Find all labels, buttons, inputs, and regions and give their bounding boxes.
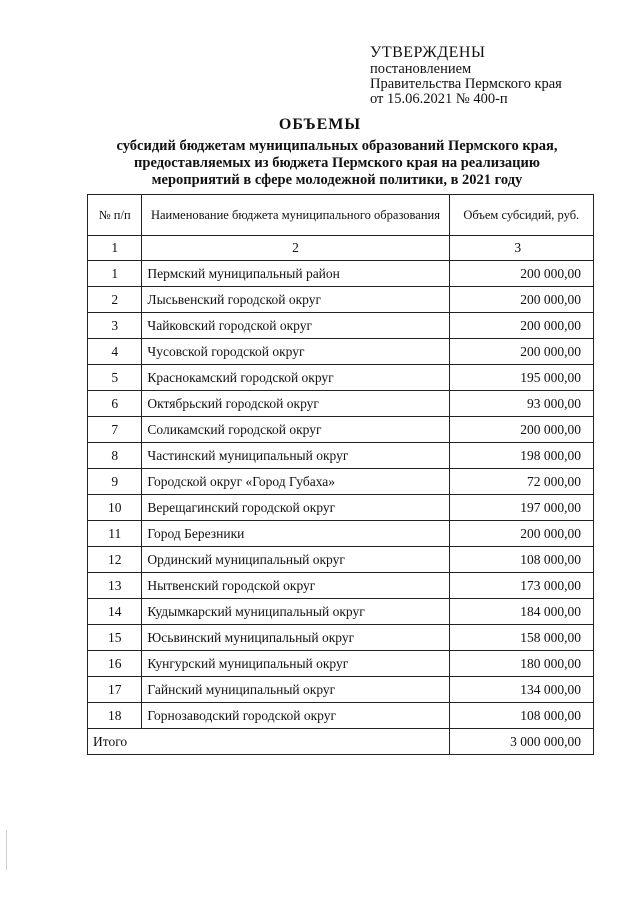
row-value: 158 000,00 xyxy=(449,625,593,651)
row-value: 93 000,00 xyxy=(449,391,593,417)
table-header-row xyxy=(88,195,594,236)
table-row xyxy=(88,573,594,599)
row-name: Ординский муниципальный округ xyxy=(142,547,449,573)
subtitle-line-2: предоставляемых из бюджета Пермского края на реализацию xyxy=(134,155,540,171)
total-value: 3 000 000,00 xyxy=(449,729,593,755)
row-value: 200 000,00 xyxy=(449,521,593,547)
row-number: 3 xyxy=(88,313,142,339)
row-name: Город Березники xyxy=(142,521,449,547)
row-name: Гайнский муниципальный округ xyxy=(142,677,449,703)
row-name: Чусовской городской округ xyxy=(142,339,449,365)
row-value: 200 000,00 xyxy=(449,417,593,443)
table-row xyxy=(88,417,594,443)
row-number: 13 xyxy=(88,573,142,599)
table-row xyxy=(88,469,594,495)
header-num: № п/п xyxy=(88,195,142,236)
row-number: 8 xyxy=(88,443,142,469)
row-name: Верещагинский городской округ xyxy=(142,495,449,521)
row-value: 134 000,00 xyxy=(449,677,593,703)
total-label: Итого xyxy=(88,729,450,755)
scan-edge-mark xyxy=(6,830,7,870)
row-number: 7 xyxy=(88,417,142,443)
row-name: Кунгурский муниципальный округ xyxy=(142,651,449,677)
table-row xyxy=(88,677,594,703)
subsidy-table xyxy=(87,194,594,755)
header-value: Объем субсидий, руб. xyxy=(449,195,593,236)
table-row xyxy=(88,365,594,391)
table-row xyxy=(88,391,594,417)
row-number: 2 xyxy=(88,287,142,313)
table-row xyxy=(88,625,594,651)
row-value: 173 000,00 xyxy=(449,573,593,599)
approval-stamp xyxy=(370,44,562,107)
table-row xyxy=(88,443,594,469)
row-value: 200 000,00 xyxy=(449,313,593,339)
row-name: Краснокамский городской округ xyxy=(142,365,449,391)
index-cell: 1 xyxy=(88,236,142,261)
row-number: 5 xyxy=(88,365,142,391)
table-row xyxy=(88,651,594,677)
total-row xyxy=(88,729,594,755)
row-number: 4 xyxy=(88,339,142,365)
row-number: 14 xyxy=(88,599,142,625)
subtitle-line-3: мероприятий в сфере молодежной политики, в 2021 году xyxy=(151,172,523,188)
row-number: 18 xyxy=(88,703,142,729)
table-body xyxy=(88,236,594,729)
row-name: Соликамский городской округ xyxy=(142,417,449,443)
row-value: 195 000,00 xyxy=(449,365,593,391)
row-number: 11 xyxy=(88,521,142,547)
row-value: 200 000,00 xyxy=(449,339,593,365)
document-subtitle xyxy=(90,138,584,189)
row-number: 15 xyxy=(88,625,142,651)
row-name: Октябрьский городской округ xyxy=(142,391,449,417)
table-row xyxy=(88,261,594,287)
approval-line-decree: постановлением xyxy=(370,61,472,77)
row-number: 1 xyxy=(88,261,142,287)
index-cell: 2 xyxy=(142,236,449,261)
row-number: 12 xyxy=(88,547,142,573)
row-value: 200 000,00 xyxy=(449,261,593,287)
row-name: Пермский муниципальный район xyxy=(142,261,449,287)
approval-line-government: Правительства Пермского края xyxy=(370,76,562,92)
column-index-row xyxy=(88,236,594,261)
table-row xyxy=(88,313,594,339)
row-name: Нытвенский городской округ xyxy=(142,573,449,599)
row-value: 197 000,00 xyxy=(449,495,593,521)
table-row xyxy=(88,521,594,547)
row-name: Чайковский городской округ xyxy=(142,313,449,339)
row-value: 184 000,00 xyxy=(449,599,593,625)
table-row xyxy=(88,703,594,729)
row-name: Частинский муниципальный округ xyxy=(142,443,449,469)
row-number: 10 xyxy=(88,495,142,521)
row-value: 200 000,00 xyxy=(449,287,593,313)
table-row xyxy=(88,495,594,521)
index-cell: 3 xyxy=(449,236,593,261)
row-name: Городской округ «Город Губаха» xyxy=(142,469,449,495)
row-value: 198 000,00 xyxy=(449,443,593,469)
row-value: 108 000,00 xyxy=(449,703,593,729)
row-value: 180 000,00 xyxy=(449,651,593,677)
table-row xyxy=(88,339,594,365)
table-row xyxy=(88,599,594,625)
document-title: ОБЪЕМЫ xyxy=(278,116,362,133)
approval-line-date: от 15.06.2021 № 400-п xyxy=(370,91,508,107)
subtitle-line-1: субсидий бюджетам муниципальных образований Пермского края, xyxy=(116,138,558,154)
approval-heading: УТВЕРЖДЕНЫ xyxy=(370,44,486,61)
row-value: 72 000,00 xyxy=(449,469,593,495)
table-row xyxy=(88,287,594,313)
row-number: 9 xyxy=(88,469,142,495)
row-number: 6 xyxy=(88,391,142,417)
row-number: 17 xyxy=(88,677,142,703)
row-name: Юсьвинский муниципальный округ xyxy=(142,625,449,651)
row-value: 108 000,00 xyxy=(449,547,593,573)
row-number: 16 xyxy=(88,651,142,677)
row-name: Кудымкарский муниципальный округ xyxy=(142,599,449,625)
header-name: Наименование бюджета муниципального образования xyxy=(142,195,449,236)
table-row xyxy=(88,547,594,573)
row-name: Лысьвенский городской округ xyxy=(142,287,449,313)
row-name: Горнозаводский городской округ xyxy=(142,703,449,729)
